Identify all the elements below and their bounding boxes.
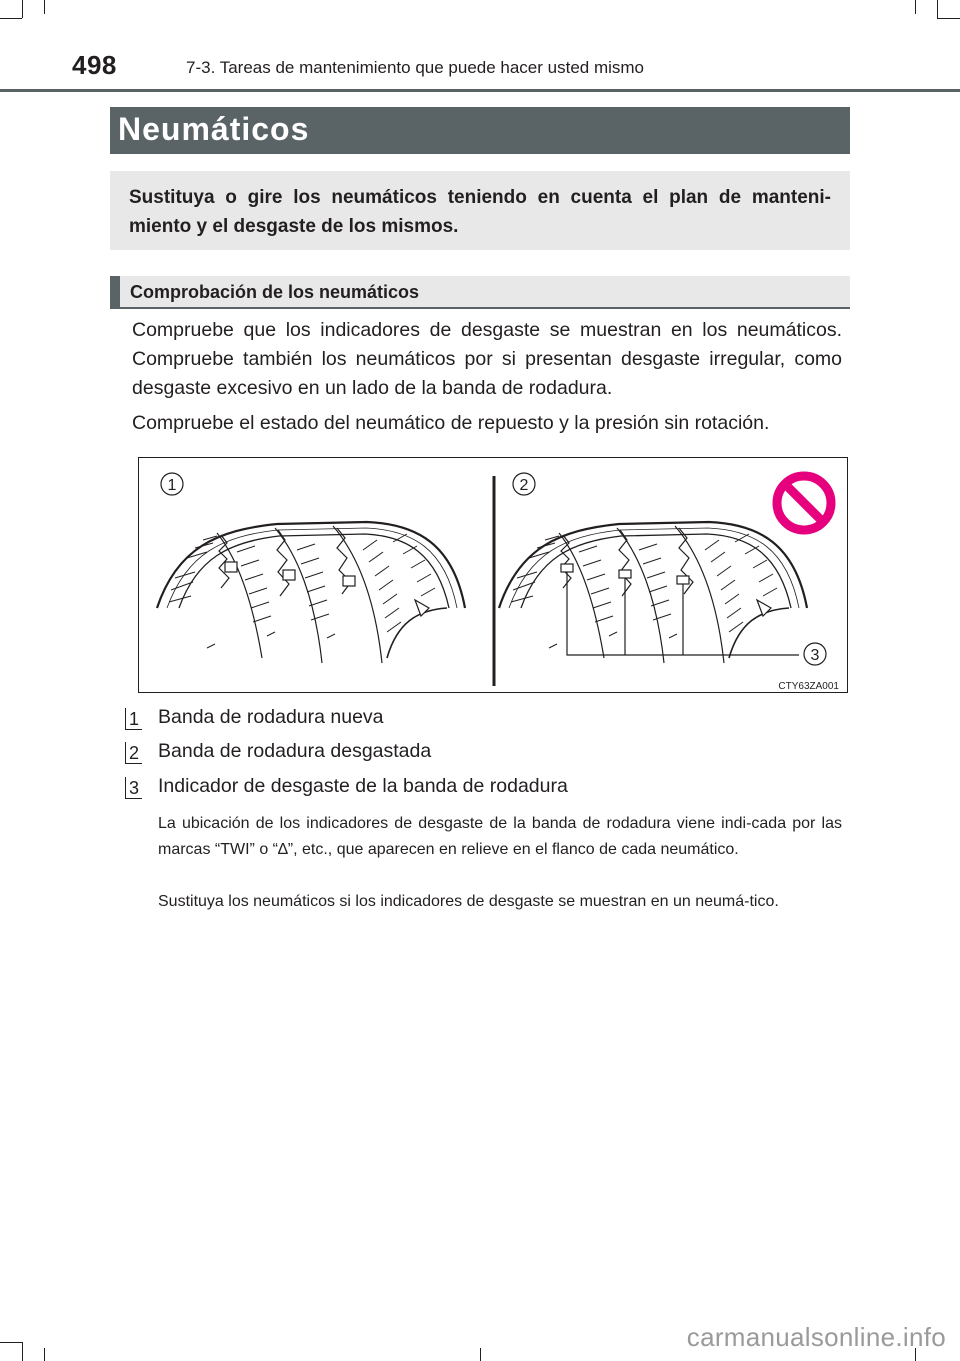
page-title: Neumáticos <box>118 111 310 147</box>
title-bar <box>110 107 850 154</box>
tire-figure <box>138 457 848 693</box>
section-heading <box>110 276 850 309</box>
paragraph-check-indicators: Compruebe que los indicadores de desgaste se muestran en los neumáticos. Compruebe también los neumáticos por si presentan desgaste irregular, como desgaste excesivo en un lado de la banda de rodadura. <box>132 319 842 399</box>
callout-2-label: 2 <box>519 477 529 494</box>
callout-1-label: 1 <box>167 477 177 494</box>
note-replace-paragraph: Sustituya los neumáticos si los indicadores de desgaste se muestran en un neumá-tico. <box>158 893 779 910</box>
legend-text: Banda de rodadura desgastada <box>158 740 432 762</box>
legend-text: Indicador de desgaste de la banda de rodadura <box>158 775 568 797</box>
triangle-mark: ∆ <box>278 841 288 858</box>
intro-text: Sustituya o gire los neumáticos teniendo en cuenta el plan de manteni-miento y el desgaste de los mismos. <box>129 187 831 237</box>
wear-indicators-new <box>225 562 355 586</box>
callout-1 <box>161 473 183 495</box>
legend-number: 1 <box>125 708 142 730</box>
section-heading-text: Comprobación de los neumáticos <box>130 282 420 302</box>
running-header: 7-3. Tareas de mantenimiento que puede hacer usted mismo <box>186 58 645 77</box>
prohibited-icon <box>777 476 831 530</box>
header-rule <box>0 89 960 92</box>
new-tread-tire <box>157 522 465 663</box>
legend-text: Banda de rodadura nueva <box>158 706 384 728</box>
page-number: 498 <box>72 50 117 80</box>
note-text-start: La ubicación de los indicadores de desgaste de la banda de rodadura viene indi-cada por las marcas “TWI” o “ <box>158 815 842 858</box>
section-accent <box>110 276 120 309</box>
callout-3 <box>804 643 826 665</box>
note-paragraph <box>158 811 842 863</box>
intro-box <box>110 171 850 250</box>
note-text-end: ”, etc., que aparecen en relieve en el flanco de cada neumático. <box>287 841 739 858</box>
watermark: carmanualsonline.info <box>686 1322 946 1352</box>
paragraph-spare-tire: Compruebe el estado del neumático de repuesto y la presión sin rotación. <box>132 412 770 434</box>
callout-2 <box>513 473 535 495</box>
tire-illustration <box>139 458 846 691</box>
callout-3-label: 3 <box>810 647 820 664</box>
worn-tread-tire <box>499 522 807 663</box>
figure-code: CTY63ZA001 <box>778 681 839 691</box>
legend-number: 3 <box>125 777 142 799</box>
legend-number: 2 <box>125 742 142 764</box>
